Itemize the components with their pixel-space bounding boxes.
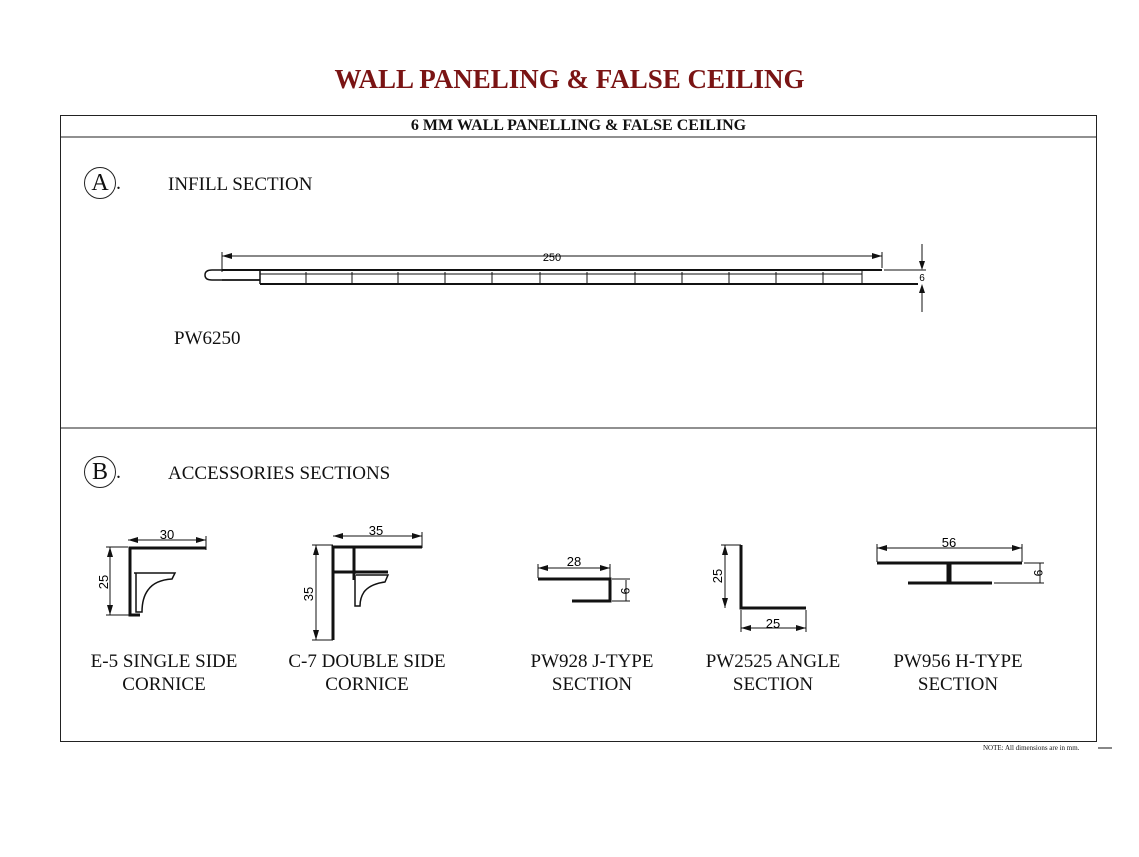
c7-cornice-drawing xyxy=(312,532,422,640)
c7-width-label: 35 xyxy=(368,523,384,538)
page-title: WALL PANELING & FALSE CEILING xyxy=(334,64,805,94)
c7-height-label: 35 xyxy=(301,586,316,602)
pw956-caption xyxy=(868,650,1048,696)
section-a-dot: . xyxy=(116,172,121,194)
e5-height-label: 25 xyxy=(96,574,111,590)
section-b-dot: . xyxy=(116,461,121,483)
pw928-height-label: 9 xyxy=(618,587,632,595)
section-a-heading: INFILL SECTION xyxy=(168,174,313,195)
pw928-caption xyxy=(502,650,682,696)
pw928-caption-line2: SECTION xyxy=(551,674,633,695)
c7-caption xyxy=(277,650,457,696)
pw956-caption-line2: SECTION xyxy=(917,674,999,695)
pw2525-height-label: 25 xyxy=(710,568,725,584)
section-b-heading: ACCESSORIES SECTIONS xyxy=(168,463,391,484)
pw2525-caption xyxy=(683,650,863,696)
pw2525-angle-drawing xyxy=(721,545,806,632)
dimensions-note: NOTE: All dimensions are in mm. xyxy=(983,744,1080,752)
e5-cornice-drawing xyxy=(106,536,206,615)
pw956-caption-line1: PW956 H-TYPE xyxy=(893,651,1023,672)
pw2525-caption-line1: PW2525 ANGLE xyxy=(705,651,841,672)
infill-product-code: PW6250 xyxy=(174,328,241,349)
infill-width-label: 250 xyxy=(542,252,562,264)
section-b-marker: B xyxy=(84,456,116,488)
pw2525-caption-line2: SECTION xyxy=(732,674,814,695)
pw928-jtype-drawing xyxy=(538,564,630,601)
e5-caption xyxy=(74,650,254,696)
section-a-marker: A xyxy=(84,167,116,199)
c7-caption-line2: CORNICE xyxy=(325,674,409,695)
pw928-caption-line1: PW928 J-TYPE xyxy=(530,651,654,672)
infill-panel-drawing xyxy=(205,252,918,284)
e5-width-label: 30 xyxy=(159,527,175,542)
pw956-htype-drawing xyxy=(877,544,1044,583)
infill-thickness-label: 6 xyxy=(919,273,925,284)
e5-caption-line2: CORNICE xyxy=(122,674,206,695)
e5-caption-line1: E-5 SINGLE SIDE xyxy=(90,651,238,672)
pw956-height-label: 9 xyxy=(1031,569,1045,577)
c7-caption-line1: C-7 DOUBLE SIDE xyxy=(288,651,446,672)
sheet-subtitle: 6 MM WALL PANELLING & FALSE CEILING xyxy=(410,117,747,134)
pw2525-width-label: 25 xyxy=(765,616,781,631)
pw928-width-label: 28 xyxy=(566,554,582,569)
pw956-width-label: 56 xyxy=(941,535,957,550)
